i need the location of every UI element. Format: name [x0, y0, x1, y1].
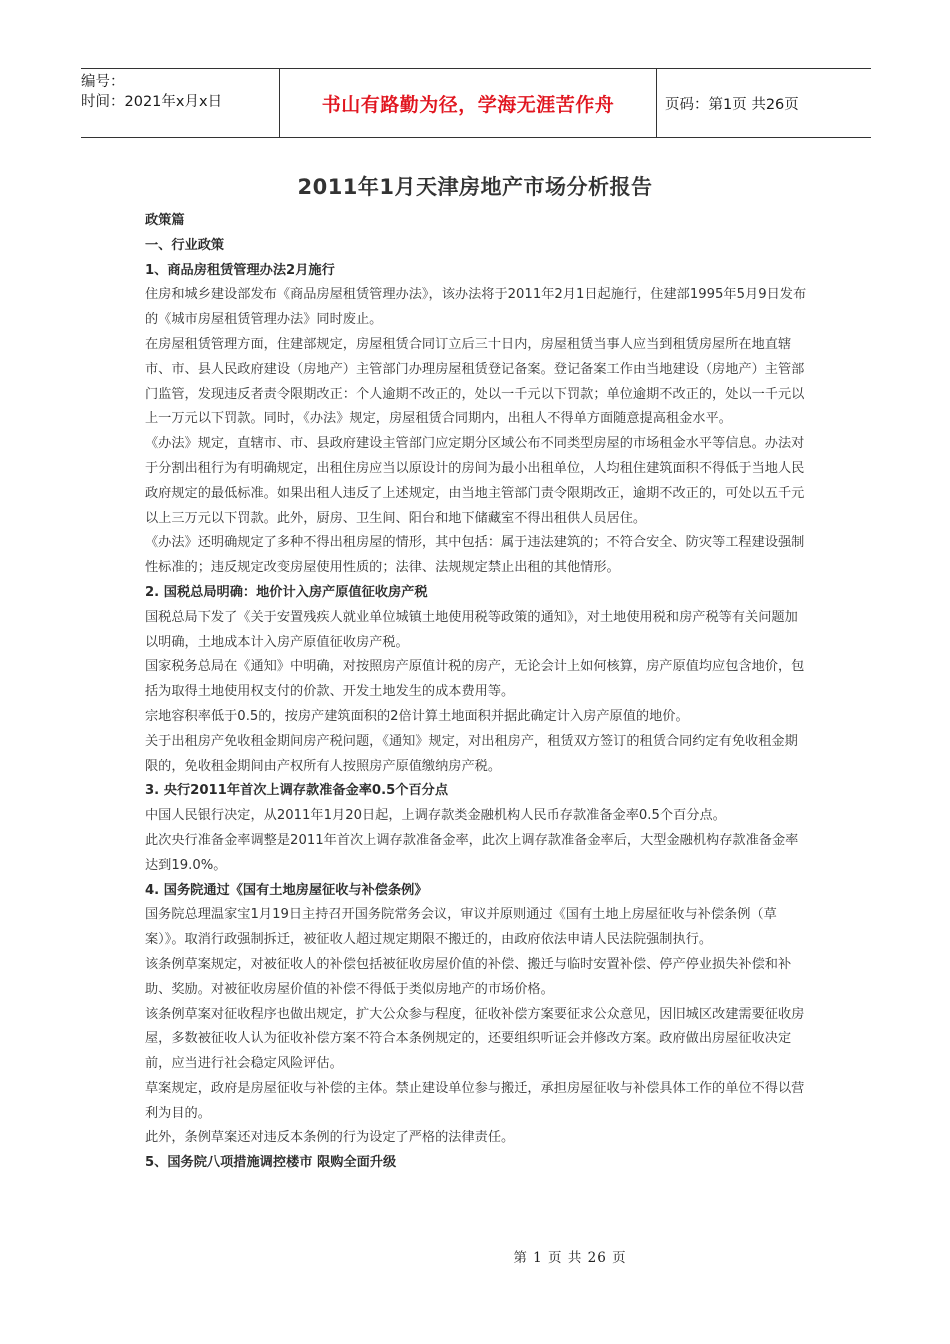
header-number-label: 编号：	[81, 74, 125, 90]
section-heading: 政策篇	[145, 213, 185, 228]
paragraph: 国税总局下发了《关于安置残疾人就业单位城镇土地使用税等政策的通知》，对土地使用税和房产税等有关问题加以明确，土地成本计入房产原值征收房产税。	[145, 609, 798, 650]
section-heading: 一、行业政策	[145, 237, 225, 253]
section-heading: 2. 国税总局明确：地价计入房产原值征收房产税	[145, 584, 428, 600]
paragraph: 宗地容积率低于0.5的，按房产建筑面积的2倍计算土地面积并据此确定计入房产原值的地价。	[145, 708, 689, 724]
paragraph: 《办法》还明确规定了多种不得出租房屋的情形，其中包括：属于违法建筑的；不符合安全、防灾等工程建设强制性标准的；违反规定改变房屋使用性质的；法律、法规规定禁止出租的其他情形。	[145, 535, 805, 576]
paragraph: 国务院总理温家宝1月19日主持召开国务院常务会议，审议并原则通过《国有土地上房屋征收与补偿条例（草案）》。取消行政强制拆迁，被征收人超过规定期限不搬迁的，由政府依法申请人民法院强制执行。	[145, 907, 777, 948]
paragraph: 该条例草案对征收程序也做出规定，扩大公众参与程度，征收补偿方案要征求公众意见，因旧城区改建需要征收房屋，多数被征收人认为征收补偿方案不符合本条例规定的，还要组织听证会并修改方案。政府做出房屋征收决定前，应当进行社会稳定风险评估。	[145, 1006, 805, 1072]
paragraph: 《办法》规定，直辖市、市、县政府建设主管部门应定期分区域公布不同类型房屋的市场租金水平等信息。办法对于分割出租行为有明确规定，出租住房应当以原设计的房间为最小出租单位，人均租住建筑面积不得低于当地人民政府规定的最低标准。如果出租人违反了上述规定，由当地主管部门责令限期改正，逾期不改正的，可处以五千元以上三万元以下罚款。此外，厨房、卫生间、阳台和地下储藏室不得出租供人员居住。	[145, 436, 805, 526]
paragraph: 此次央行准备金率调整是2011年首次上调存款准备金率，此次上调存款准备金率后，大型金融机构存款准备金率达到19.0%。	[145, 832, 799, 873]
paragraph: 草案规定，政府是房屋征收与补偿的主体。禁止建设单位参与搬迁，承担房屋征收与补偿具体工作的单位不得以营利为目的。	[145, 1080, 805, 1121]
section-heading: 4. 国务院通过《国有土地房屋征收与补偿条例》	[145, 882, 428, 898]
document-title: 2011年1月天津房地产市场分析报告	[297, 175, 653, 199]
paragraph: 国家税务总局在《通知》中明确，对按照房产原值计税的房产，无论会计上如何核算，房产原值均应包含地价，包括为取得土地使用权支付的价款、开发土地发生的成本费用等。	[145, 659, 805, 700]
header-motto: 书山有路勤为径，学海无涯苦作舟	[280, 69, 657, 137]
page-header	[81, 68, 871, 138]
section-heading: 3. 央行2011年首次上调存款准备金率0.5个百分点	[145, 783, 449, 799]
document-body	[145, 209, 807, 1176]
page-footer: 第 1 页 共 26 页	[513, 1250, 627, 1266]
header-page-info: 页码：第1页 共26页	[665, 96, 799, 113]
header-time-label: 时间：2021年x月x日	[81, 94, 223, 110]
section-heading: 5、国务院八项措施调控楼市 限购全面升级	[145, 1155, 397, 1171]
section-heading: 1、商品房租赁管理办法2月施行	[145, 262, 335, 278]
paragraph: 该条例草案规定，对被征收人的补偿包括被征收房屋价值的补偿、搬迁与临时安置补偿、停产停业损失补偿和补助、奖励。对被征收房屋价值的补偿不得低于类似房地产的市场价格。	[145, 956, 792, 997]
paragraph: 中国人民银行决定，从2011年1月20日起，上调存款类金融机构人民币存款准备金率0.5个百分点。	[145, 808, 726, 824]
paragraph: 此外，条例草案还对违反本条例的行为设定了严格的法律责任。	[145, 1130, 515, 1146]
paragraph: 在房屋租赁管理方面，住建部规定，房屋租赁合同订立后三十日内，房屋租赁当事人应当到租赁房屋所在地直辖市、市、县人民政府建设（房地产）主管部门办理房屋租赁登记备案。登记备案工作由当地建设（房地产）主管部门监管，发现违反者责令限期改正：个人逾期不改正的，处以一千元以下罚款；单位逾期不改正的，处以一千元以上一万元以下罚款。同时，《办法》规定，房屋租赁合同期内，出租人不得单方面随意提高租金水平。	[145, 336, 805, 427]
paragraph: 住房和城乡建设部发布《商品房屋租赁管理办法》，该办法将于2011年2月1日起施行，住建部1995年5月9日发布的《城市房屋租赁管理办法》同时废止。	[145, 287, 807, 328]
paragraph: 关于出租房产免收租金期间房产税问题，《通知》规定，对出租房产，租赁双方签订的租赁合同约定有免收租金期限的，免收租金期间由产权所有人按照房产原值缴纳房产税。	[145, 733, 798, 774]
header-meta	[81, 69, 280, 137]
